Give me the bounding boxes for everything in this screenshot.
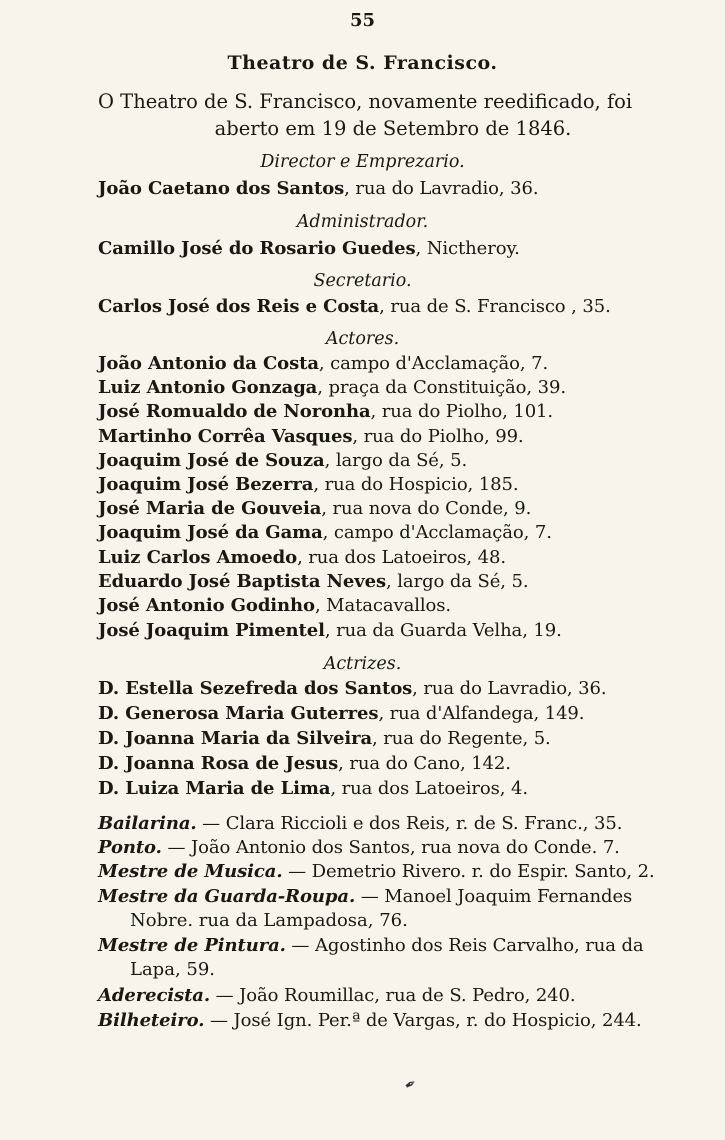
entry-actor [98,571,698,592]
heading-administrador: Administrador. [296,212,429,232]
entry-address: , rua de S. Francisco , 35. [379,296,611,317]
entry-address: , rua do Piolho, 99. [352,426,524,447]
staff-detail: — Clara Riccioli e dos Reis, r. de S. Franc., 35. [196,813,623,834]
staff-line [98,861,698,882]
entry-administrador [98,238,698,259]
heading-director: Director e Emprezario. [260,152,465,172]
entry-address: , largo da Sé, 5. [386,571,529,592]
staff-role: Aderecista. [98,985,211,1006]
entry-address: , rua do Hospicio, 185. [313,474,519,495]
entry-secretario [98,296,698,317]
entry-name: José Joaquim Pimentel [98,620,325,641]
entry-name: Martinho Corrêa Vasques [98,426,353,447]
staff-role: Mestre de Musica. [98,861,283,882]
entry-name: João Caetano dos Santos [98,178,345,199]
staff-line [98,935,698,956]
entry-address: , Matacavallos. [314,595,452,616]
entry-name: D. Joanna Rosa de Jesus [98,753,339,774]
entry-address: , rua dos Latoeiros, 4. [330,778,528,799]
entry-actress [98,728,698,749]
intro-line-2: aberto em 19 de Setembro de 1846. [214,117,572,140]
entry-address: , rua do Lavradio, 36. [412,678,607,699]
entry-address: , rua dos Latoeiros, 48. [297,547,506,568]
staff-line [98,1010,698,1031]
staff-line-continuation: Nobre. rua da Lampadosa, 76. [130,910,408,931]
entry-address: , rua do Cano, 142. [338,753,511,774]
entry-actor [98,522,698,543]
staff-detail: — Agostinho dos Reis Carvalho, rua da [285,935,644,956]
entry-address: , largo da Sé, 5. [324,450,468,471]
staff-line [98,813,698,834]
entry-address: , rua d'Alfandega, 149. [378,703,585,724]
staff-line-continuation: Lapa, 59. [130,959,216,980]
entry-actor [98,547,698,568]
staff-line [98,886,698,907]
entry-actor [98,595,698,616]
heading-actores: Actores. [325,329,400,349]
heading-actrizes: Actrizes. [323,654,402,674]
staff-detail: — João Antonio dos Santos, rua nova do Conde. 7. [161,837,620,858]
entry-name: Joaquim José da Gama [98,522,323,543]
entry-actress [98,678,698,699]
staff-detail: — Manoel Joaquim Fernandes [355,886,633,907]
entry-name: D. Estella Sezefreda dos Santos [98,678,413,699]
entry-address: , rua do Lavradio, 36. [344,178,539,199]
intro-paragraph [98,88,688,142]
staff-role: Mestre de Pintura. [98,935,286,956]
entry-address: , rua nova do Conde, 9. [321,498,532,519]
entry-name: José Romualdo de Noronha [98,401,371,422]
entry-director [98,178,698,199]
entry-actor [98,353,698,374]
staff-role: Bailarina. [98,813,197,834]
entry-address: , campo d'Acclamação, 7. [318,353,549,374]
entry-name: João Antonio da Costa [98,353,319,374]
intro-line-1: O Theatro de S. Francisco, novamente reedificado, foi [98,90,633,113]
entry-address: , rua do Regente, 5. [372,728,551,749]
entry-address: , praça da Constituição, 39. [317,377,566,398]
staff-line [98,837,698,858]
page-title: Theatro de S. Francisco. [227,52,498,74]
entry-name: D. Luiza Maria de Lima [98,778,331,799]
entry-actress [98,703,698,724]
entry-actor [98,377,698,398]
entry-name: Eduardo José Baptista Neves [98,571,387,592]
page-number: 55 [349,10,376,31]
entry-address: , rua da Guarda Velha, 19. [324,620,562,641]
entry-name: Joaquim José de Souza [98,450,325,471]
entry-name: José Antonio Godinho [98,595,315,616]
entry-actor [98,426,698,447]
staff-detail: — João Roumillac, rua de S. Pedro, 240. [210,985,576,1006]
entry-name: D. Generosa Maria Guterres [98,703,379,724]
entry-name: D. Joanna Maria da Silveira [98,728,373,749]
entry-actor [98,498,698,519]
entry-name: Luiz Carlos Amoedo [98,547,298,568]
entry-address: , rua do Piolho, 101. [370,401,554,422]
ink-mark-icon: ✒ [401,1075,420,1095]
entry-actor [98,474,698,495]
staff-detail: — José Ign. Per.ª de Vargas, r. do Hospicio, 244. [204,1010,642,1031]
entry-actor [98,401,698,422]
entry-name: Luiz Antonio Gonzaga [98,377,318,398]
entry-address: , campo d'Acclamação, 7. [322,522,552,543]
entry-actor [98,450,698,471]
entry-actor [98,620,698,641]
staff-role: Bilheteiro. [98,1010,205,1031]
staff-line [98,985,698,1006]
entry-address: , Nictheroy. [415,238,520,259]
entry-actress [98,778,698,799]
staff-role: Ponto. [98,837,162,858]
staff-role: Mestre da Guarda-Roupa. [98,886,356,907]
heading-secretario: Secretario. [313,271,412,291]
entry-name: José Maria de Gouveia [98,498,322,519]
entry-name: Joaquim José Bezerra [98,474,314,495]
staff-detail: — Demetrio Rivero. r. do Espir. Santo, 2. [282,861,655,882]
entry-actress [98,753,698,774]
entry-name: Camillo José do Rosario Guedes [98,238,416,259]
entry-name: Carlos José dos Reis e Costa [98,296,380,317]
